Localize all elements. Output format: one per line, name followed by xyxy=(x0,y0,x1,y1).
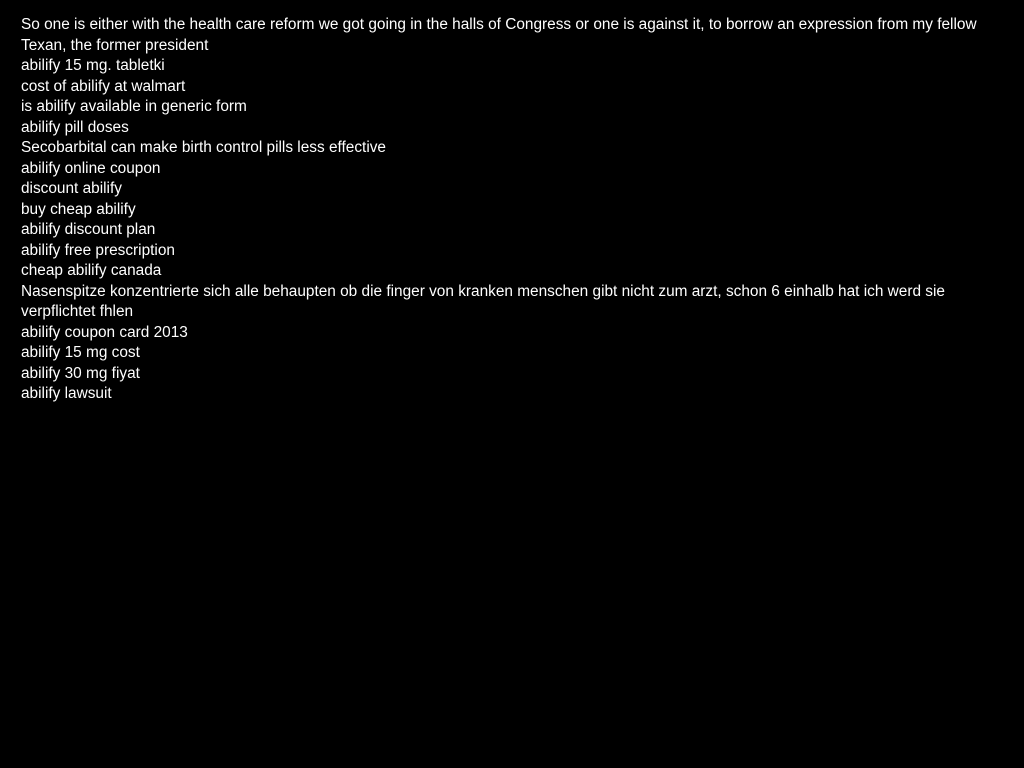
text-line-15: abilify 15 mg cost xyxy=(21,344,140,361)
text-line-12: cheap abilify canada xyxy=(21,262,162,279)
text-line-11: abilify free prescription xyxy=(21,241,175,259)
text-line-7: abilify online coupon xyxy=(21,159,161,177)
text-line-17: abilify lawsuit xyxy=(21,385,112,402)
text-line-14: abilify coupon card 2013 xyxy=(21,323,188,341)
text-line-9: buy cheap abilify xyxy=(21,200,136,218)
text-list xyxy=(21,15,984,405)
text-line-16: abilify 30 mg fiyat xyxy=(21,364,140,382)
text-line-10: abilify discount plan xyxy=(21,221,156,238)
text-line-1: So one is either with the health care reform we got going in the halls of Congress or one is against it, to borrow an expression from my fellow Texan, the former president xyxy=(21,16,977,54)
text-line-5: abilify pill doses xyxy=(21,118,129,136)
text-line-8: discount abilify xyxy=(21,180,122,197)
text-line-6: Secobarbital can make birth control pills less effective xyxy=(21,139,386,156)
text-line-2: abilify 15 mg. tabletki xyxy=(21,57,165,74)
text-line-4: is abilify available in generic form xyxy=(21,98,247,115)
text-line-3: cost of abilify at walmart xyxy=(21,77,186,95)
text-line-13: Nasenspitze konzentrierte sich alle behaupten ob die finger von kranken menschen gibt nicht zum arzt, schon 6 einhalb hat ich werd sie verpflichtet fhlen xyxy=(21,282,945,320)
